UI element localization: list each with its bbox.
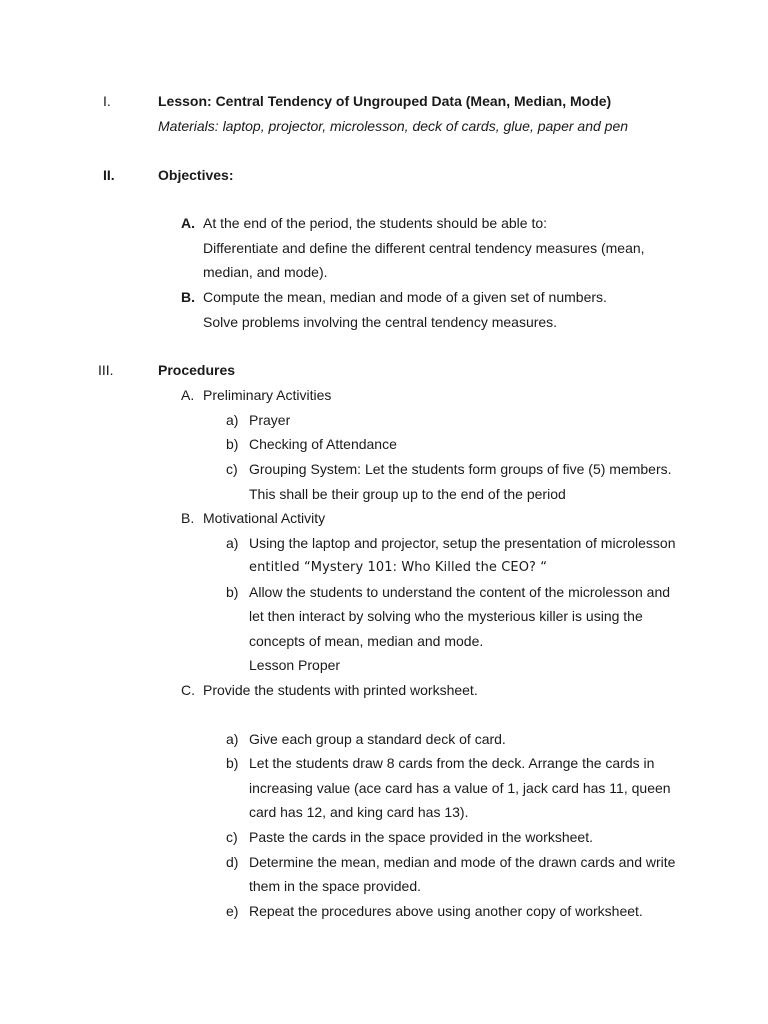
list-item: Allow the students to understand the content of the microlesson and bbox=[249, 584, 671, 600]
procedure-b-label: B. bbox=[181, 510, 195, 526]
list-item-label: b) bbox=[226, 436, 239, 452]
list-item: This shall be their group up to the end of the period bbox=[249, 486, 566, 502]
list-item: Lesson Proper bbox=[249, 657, 341, 673]
objective-a-line: At the end of the period, the students should be able to: bbox=[203, 215, 548, 231]
procedure-b-text: Motivational Activity bbox=[203, 510, 326, 526]
list-item: Repeat the procedures above using another copy of worksheet. bbox=[249, 903, 643, 919]
objective-b-line: Compute the mean, median and mode of a given set of numbers. bbox=[203, 289, 607, 305]
list-item: card has 12, and king card has 13). bbox=[249, 804, 469, 820]
section-numeral-2: II. bbox=[103, 167, 115, 183]
procedure-a-text: Preliminary Activities bbox=[203, 387, 332, 403]
procedure-a-label: A. bbox=[181, 387, 195, 403]
list-item-label: b) bbox=[226, 584, 239, 600]
list-item: Checking of Attendance bbox=[249, 436, 397, 452]
list-item-label: b) bbox=[226, 755, 239, 771]
list-item-label: a) bbox=[226, 731, 239, 747]
list-item: increasing value (ace card has a value of 1, jack card has 11, queen bbox=[249, 780, 671, 796]
procedure-c-label: C. bbox=[181, 682, 195, 698]
list-item-label: d) bbox=[226, 854, 239, 870]
objective-a-line: Differentiate and define the different central tendency measures (mean, bbox=[203, 240, 645, 256]
list-item-label: c) bbox=[226, 829, 238, 845]
list-item: Grouping System: Let the students form groups of five (5) members. bbox=[249, 461, 672, 477]
objective-a-label: A. bbox=[181, 215, 195, 231]
list-item: Prayer bbox=[249, 412, 291, 428]
list-item-label: a) bbox=[226, 412, 239, 428]
section-numeral-3: III. bbox=[98, 362, 114, 378]
list-item-label: a) bbox=[226, 535, 239, 551]
procedure-c-text: Provide the students with printed worksheet. bbox=[203, 682, 478, 698]
materials-line: Materials: laptop, projector, microlesson, deck of cards, glue, paper and pen bbox=[158, 118, 629, 134]
list-item-label: e) bbox=[226, 903, 239, 919]
list-item: let then interact by solving who the mysterious killer is using the bbox=[249, 608, 643, 624]
list-item: entitled “Mystery 101: Who Killed the CEO? “ bbox=[249, 560, 548, 575]
list-item-label: c) bbox=[226, 461, 238, 477]
list-item: them in the space provided. bbox=[249, 878, 421, 894]
list-item: Determine the mean, median and mode of the drawn cards and write bbox=[249, 854, 676, 870]
objective-b-label: B. bbox=[181, 289, 195, 305]
list-item: concepts of mean, median and mode. bbox=[249, 633, 484, 649]
list-item: Give each group a standard deck of card. bbox=[249, 731, 506, 747]
objective-b-line: Solve problems involving the central tendency measures. bbox=[203, 314, 558, 330]
list-item: Let the students draw 8 cards from the deck. Arrange the cards in bbox=[249, 755, 655, 771]
list-item: Using the laptop and projector, setup the presentation of microlesson bbox=[249, 535, 676, 551]
objectives-heading: Objectives: bbox=[158, 167, 234, 183]
objective-a-line: median, and mode). bbox=[203, 264, 328, 280]
lesson-title: Lesson: Central Tendency of Ungrouped Data (Mean, Median, Mode) bbox=[158, 93, 612, 109]
list-item: Paste the cards in the space provided in the worksheet. bbox=[249, 829, 593, 845]
procedures-heading: Procedures bbox=[158, 362, 236, 378]
section-numeral-1: I. bbox=[103, 93, 111, 109]
